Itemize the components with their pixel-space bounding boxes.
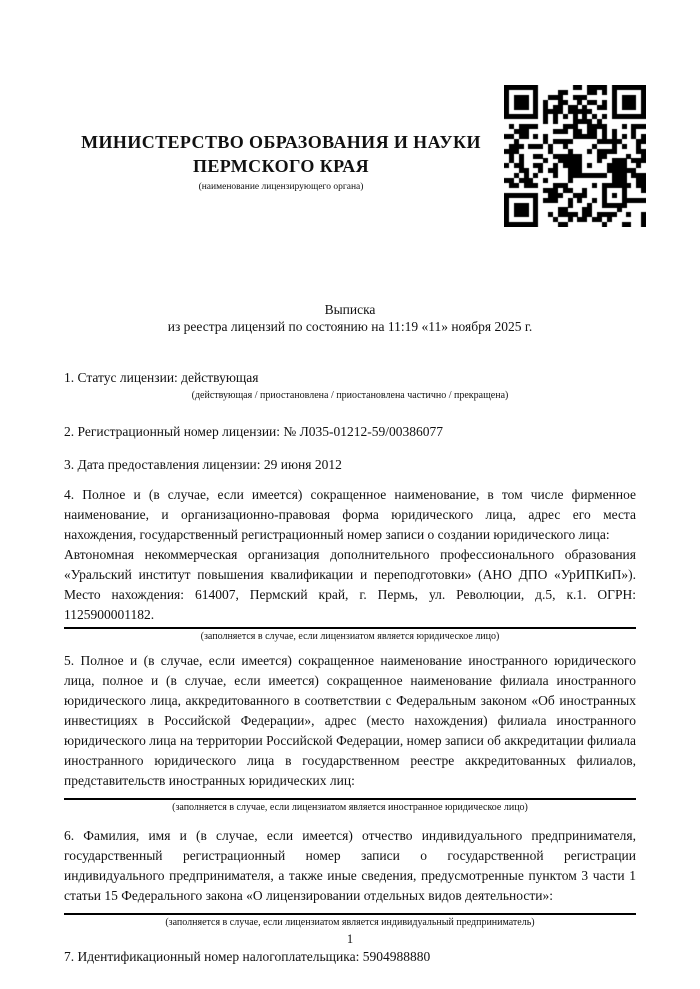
item-note: (заполняется в случае, если лицензиатом является иностранное юридическое лицо) (172, 802, 528, 813)
page-number: 1 (346, 932, 354, 946)
item-5-foreign-entity (64, 651, 636, 814)
title-line1: Выписка (324, 302, 376, 317)
item-4-legal-entity (64, 485, 636, 643)
document-body (0, 301, 700, 967)
item-2-registration-number (64, 422, 636, 442)
item-value: Автономная некоммерческая организация дополнительного профессионального образования «Уральский институт повышения квалификации и переподготовки» (АНО ДПО «УрИПКиП»). Место нахождения: 614007, Пермский край, г. Пермь, ул. Революции, д.5, к.1. ОГРН: 1125900001182. (64, 547, 636, 622)
item-7-taxpayer-id (64, 947, 636, 967)
qr-code-icon (504, 85, 646, 227)
item-text: 3. Дата предоставления лицензии: 29 июня 2012 (64, 457, 342, 472)
document-header (0, 0, 700, 245)
divider-line (64, 798, 636, 800)
document-title (64, 301, 636, 335)
item-note: (действующая / приостановлена / приостановлена частично / прекращена) (191, 390, 509, 401)
item-text: 4. Полное и (в случае, если имеется) сокращенное наименование, в том числе фирменное наименование, и организационно-правовая форма юридического лица, адрес его места нахождения, государственный регистрационный номер записи о создании юридического лица: (64, 487, 636, 542)
item-text: 7. Идентификационный номер налогоплательщика: 5904988880 (64, 949, 431, 964)
divider-line (64, 913, 636, 915)
divider-line (64, 627, 636, 629)
item-text: 2. Регистрационный номер лицензии: № Л035-01212-59/00386077 (64, 424, 444, 439)
item-text: 5. Полное и (в случае, если имеется) сокращенное наименование иностранного юридического лица, полное и (в случае, если имеется) сокращенное наименование филиала иностранного юридического лица, аккредитованного в соответствии с Федеральным законом «Об иностранных инвестициях в Российской Федерации», адрес (место нахождения) филиала иностранного юридического лица на территории Российской Федерации, номер записи об аккредитации филиала иностранного юридического лица в государственном реестре аккредитованных филиалов, представительств иностранных юридических лиц: (64, 653, 636, 788)
ministry-name-line2: ПЕРМСКОГО КРАЯ (192, 156, 370, 176)
licensing-authority-block (64, 130, 498, 193)
item-6-individual-entrepreneur (64, 826, 636, 929)
item-note: (заполняется в случае, если лицензиатом является индивидуальный предприниматель) (165, 917, 535, 928)
item-note: (заполняется в случае, если лицензиатом является юридическое лицо) (200, 631, 500, 642)
item-3-license-date (64, 455, 636, 475)
item-text: 6. Фамилия, имя и (в случае, если имеется) отчество индивидуального предпринимателя, государственный регистрационный номер записи о государственной регистрации индивидуального предпринимателя, а также иные сведения, предусмотренные пунктом 3 части 1 статьи 15 Федерального закона «О лицензировании отдельных видов деятельности»: (64, 828, 636, 903)
item-1-license-status (64, 368, 636, 402)
title-line2: из реестра лицензий по состоянию на 11:19 «11» ноября 2025 г. (167, 319, 533, 334)
ministry-caption: (наименование лицензирующего органа) (198, 182, 364, 192)
item-text: 1. Статус лицензии: действующая (64, 370, 259, 385)
ministry-name-line1: МИНИСТЕРСТВО ОБРАЗОВАНИЯ И НАУКИ (81, 132, 481, 152)
